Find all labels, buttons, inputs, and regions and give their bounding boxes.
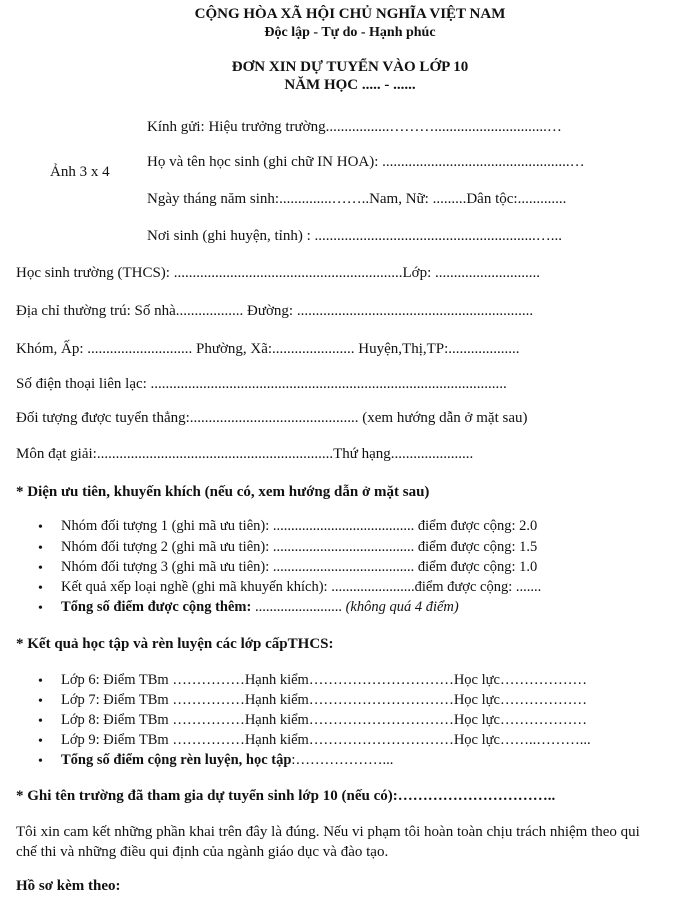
school-class-field: Học sinh trường (THCS): .............................................................Lớp: ............................: [16, 265, 540, 281]
award-field: Môn đạt giải:...............................................................Thứ hạng......................: [16, 446, 474, 462]
recipient-field: Kính gửi: Hiệu trưởng trường.................………..............................…: [147, 119, 562, 135]
bullet-icon: •: [38, 601, 43, 616]
school-year: NĂM HỌC ..... - ......: [284, 77, 416, 93]
results-total-label: Tổng số điểm cộng rèn luyện, học tập: [61, 752, 292, 768]
priority-total-dots: ........................: [251, 599, 346, 615]
student-name-field: Họ và tên học sinh (ghi chữ IN HOA): ..................................................…: [147, 154, 585, 170]
results-total-dots: :………………...: [291, 752, 394, 768]
ward-district-field: Khóm, Ấp: ............................ Phường, Xã:...................... Huyện,Thị,TP:...................: [16, 341, 520, 357]
commitment-line-1: Tôi xin cam kết những phần khai trên đây là đúng. Nếu vi phạm tôi hoàn toàn chịu trách nhiệm theo qui: [16, 824, 640, 840]
bullet-icon: •: [38, 561, 43, 576]
photo-placeholder: Ảnh 3 x 4: [50, 164, 110, 180]
bullet-icon: •: [38, 734, 43, 749]
grade-row: Lớp 6: Điểm TBm ……………Hạnh kiểm…………………………Học lực………………: [61, 672, 587, 688]
results-total: [61, 752, 393, 769]
bullet-icon: •: [38, 694, 43, 709]
priority-item: Kết quả xếp loại nghề (ghi mã khuyến khích): .......................điểm được cộng: .......: [61, 579, 542, 595]
priority-total-label: Tổng số điểm được cộng thêm:: [61, 599, 252, 615]
school-registration-field: * Ghi tên trường đã tham gia dự tuyển sinh lớp 10 (nếu có):…………………………..: [16, 788, 556, 804]
commitment-line-2: chế thi và những điều qui định của ngành giáo dục và đào tạo.: [16, 844, 389, 860]
priority-total-note: (không quá 4 điểm): [345, 599, 459, 615]
phone-field: Số điện thoại liên lạc: ...............................................................................................: [16, 376, 507, 392]
priority-item: Nhóm đối tượng 3 (ghi mã ưu tiên): ....................................... điểm được cộng: 1.0: [61, 559, 538, 575]
priority-item: Nhóm đối tượng 1 (ghi mã ưu tiên): ....................................... điểm được cộng: 2.0: [61, 518, 538, 534]
grade-row: Lớp 9: Điểm TBm ……………Hạnh kiểm…………………………Học lực……..………...: [61, 732, 591, 748]
attachments-label: Hồ sơ kèm theo:: [16, 878, 121, 894]
bullet-icon: •: [38, 714, 43, 729]
results-heading: * Kết quả học tập và rèn luyện các lớp cấpTHCS:: [16, 636, 334, 652]
form-title: ĐƠN XIN DỰ TUYỂN VÀO LỚP 10: [231, 59, 469, 75]
birthplace-field: Nơi sinh (ghi huyện, tỉnh) : ...........................................................…...: [147, 228, 563, 244]
grade-row: Lớp 8: Điểm TBm ……………Hạnh kiểm…………………………Học lực………………: [61, 712, 587, 728]
direct-admission-field: Đối tượng được tuyển thẳng:............................................. (xem hướng dẫn ở mặt sau): [16, 410, 528, 426]
nation-title: CỘNG HÒA XÃ HỘI CHỦ NGHĨA VIỆT NAM: [194, 6, 506, 22]
bullet-icon: •: [38, 674, 43, 689]
motto: Độc lập - Tự do - Hạnh phúc: [264, 25, 436, 40]
bullet-icon: •: [38, 581, 43, 596]
priority-item: Nhóm đối tượng 2 (ghi mã ưu tiên): ....................................... điểm được cộng: 1.5: [61, 539, 538, 555]
bullet-icon: •: [38, 541, 43, 556]
priority-total: [61, 599, 459, 616]
birth-info-field: Ngày tháng năm sinh:..............……..Nam, Nữ: .........Dân tộc:.............: [147, 191, 567, 207]
bullet-icon: •: [38, 754, 43, 769]
grade-row: Lớp 7: Điểm TBm ……………Hạnh kiểm…………………………Học lực………………: [61, 692, 587, 708]
bullet-icon: •: [38, 520, 43, 535]
priority-heading: * Diện ưu tiên, khuyến khích (nếu có, xem hướng dẫn ở mặt sau): [16, 484, 430, 500]
address-field: Địa chỉ thường trú: Số nhà.................. Đường: ...............................................................: [16, 303, 534, 319]
